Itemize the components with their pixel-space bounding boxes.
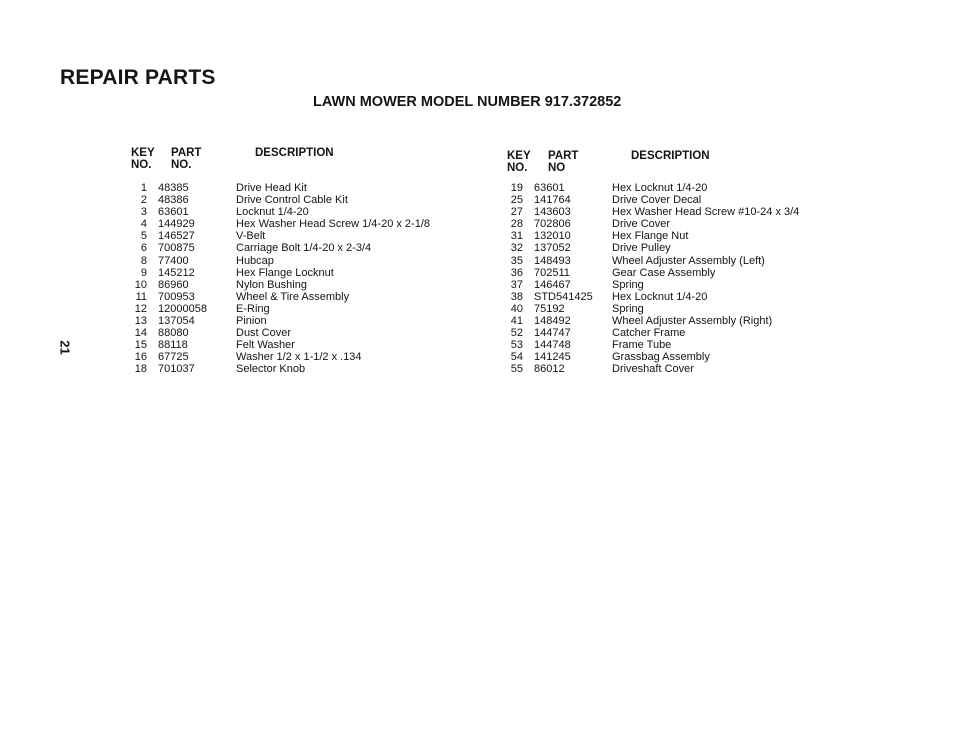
part-number: 63601 xyxy=(534,182,565,194)
key-number: 31 xyxy=(510,230,523,243)
right-part-column xyxy=(534,182,593,376)
part-description: Grassbag Assembly xyxy=(612,351,710,364)
part-description: Hex Locknut 1/4-20 xyxy=(612,182,708,194)
part-description: Carriage Bolt 1/4-20 x 2-3/4 xyxy=(236,242,372,255)
key-number: 10 xyxy=(134,278,147,291)
part-description: Wheel Adjuster Assembly (Left) xyxy=(612,254,765,267)
part-number: 141764 xyxy=(534,194,571,207)
key-number: 53 xyxy=(510,339,523,352)
part-number: 137052 xyxy=(534,242,571,255)
part-number: 86960 xyxy=(158,278,189,291)
part-description: E-Ring xyxy=(236,302,270,315)
part-number: 700953 xyxy=(158,290,195,303)
part-number: 63601 xyxy=(158,206,189,219)
part-description: Hex Washer Head Screw 1/4-20 x 2-1/8 xyxy=(236,218,431,231)
key-number: 15 xyxy=(134,339,147,352)
key-number: 9 xyxy=(140,266,147,279)
part-description: Pinion xyxy=(236,315,267,328)
key-number: 41 xyxy=(510,315,523,328)
part-description: Drive Head Kit xyxy=(236,182,307,194)
part-number: 88080 xyxy=(158,327,189,340)
key-number: 18 xyxy=(134,363,147,376)
right-description-column xyxy=(612,182,799,376)
left-description-column xyxy=(236,182,430,376)
part-description: Drive Pulley xyxy=(612,242,671,255)
part-description: Hex Flange Nut xyxy=(612,230,689,243)
page-number: 21 xyxy=(57,340,73,355)
part-description: Drive Cover Decal xyxy=(612,194,702,207)
part-description: Hex Washer Head Screw #10-24 x 3/4 xyxy=(612,206,800,219)
page-title: REPAIR PARTS xyxy=(60,66,216,89)
model-number-heading: LAWN MOWER MODEL NUMBER 917.372852 xyxy=(313,94,622,110)
key-number: 32 xyxy=(510,242,523,255)
part-number: 148493 xyxy=(534,254,571,267)
part-number: 86012 xyxy=(534,363,565,376)
key-number: 2 xyxy=(140,194,147,207)
part-number: 144929 xyxy=(158,218,195,231)
part-description: Spring xyxy=(612,278,644,291)
right-header-key: KEY NO. xyxy=(507,150,531,174)
key-number: 16 xyxy=(134,351,147,364)
key-number: 54 xyxy=(510,351,523,364)
part-number: 67725 xyxy=(158,351,189,364)
left-key-column xyxy=(110,182,147,376)
part-description: Wheel Adjuster Assembly (Right) xyxy=(612,315,773,328)
part-number: 137054 xyxy=(158,315,195,328)
left-header-key: KEY NO. xyxy=(131,147,155,171)
key-number: 35 xyxy=(510,254,523,267)
part-number: 702511 xyxy=(534,266,570,279)
part-description: Wheel & Tire Assembly xyxy=(236,290,350,303)
left-header-description: DESCRIPTION xyxy=(255,147,334,159)
key-number: 55 xyxy=(510,363,523,376)
part-description: Nylon Bushing xyxy=(236,278,307,291)
key-number: 19 xyxy=(510,182,523,194)
part-number: 141245 xyxy=(534,351,571,364)
part-number: 700875 xyxy=(158,242,195,255)
part-number: 144748 xyxy=(534,339,571,352)
key-number: 27 xyxy=(510,206,523,219)
left-part-column xyxy=(158,182,207,376)
key-number: 13 xyxy=(134,315,147,328)
part-description: Hex Flange Locknut xyxy=(236,266,334,279)
part-description: V-Belt xyxy=(236,230,266,243)
key-number: 40 xyxy=(510,302,523,315)
part-number: 88118 xyxy=(158,339,188,352)
part-description: Catcher Frame xyxy=(612,327,686,340)
key-number: 38 xyxy=(510,290,523,303)
part-number: 145212 xyxy=(158,266,195,279)
key-number: 25 xyxy=(510,194,523,207)
part-number: 12000058 xyxy=(158,302,207,315)
key-number: 4 xyxy=(140,218,147,231)
part-number: 143603 xyxy=(534,206,571,219)
right-header-part: PART NO xyxy=(548,150,579,174)
part-number: 702806 xyxy=(534,218,571,231)
part-number: 77400 xyxy=(158,254,189,267)
part-description: Felt Washer xyxy=(236,339,295,352)
part-description: Driveshaft Cover xyxy=(612,363,694,376)
part-number: 146467 xyxy=(534,278,571,291)
part-number: STD541425 xyxy=(534,290,593,303)
right-header-description: DESCRIPTION xyxy=(631,150,710,162)
part-description: Drive Cover xyxy=(612,218,671,231)
part-number: 132010 xyxy=(534,230,571,243)
part-number: 48386 xyxy=(158,194,189,207)
part-description: Hubcap xyxy=(236,254,274,267)
key-number: 14 xyxy=(134,327,147,340)
part-number: 144747 xyxy=(534,327,571,340)
key-number: 28 xyxy=(510,218,523,231)
key-number: 36 xyxy=(510,266,523,279)
part-description: Spring xyxy=(612,302,644,315)
key-number: 12 xyxy=(134,302,147,315)
key-number: 8 xyxy=(140,254,147,267)
part-number: 75192 xyxy=(534,302,565,315)
part-description: Drive Control Cable Kit xyxy=(236,194,348,207)
key-number: 6 xyxy=(140,242,147,255)
part-description: Selector Knob xyxy=(236,363,306,376)
key-number: 11 xyxy=(135,290,147,303)
key-number: 5 xyxy=(140,230,147,243)
key-number: 3 xyxy=(140,206,147,219)
part-description: Washer 1/2 x 1-1/2 x .134 xyxy=(236,351,362,364)
part-number: 701037 xyxy=(158,363,195,376)
key-number: 1 xyxy=(140,182,147,194)
right-key-column xyxy=(490,182,523,376)
part-description: Gear Case Assembly xyxy=(612,266,716,279)
key-number: 37 xyxy=(510,278,523,291)
key-number: 52 xyxy=(510,327,523,340)
part-description: Frame Tube xyxy=(612,339,672,352)
part-number: 48385 xyxy=(158,182,189,194)
left-header-part: PART NO. xyxy=(171,147,202,171)
part-description: Hex Locknut 1/4-20 xyxy=(612,290,708,303)
part-number: 148492 xyxy=(534,315,571,328)
part-number: 146527 xyxy=(158,230,195,243)
part-description: Dust Cover xyxy=(236,327,292,340)
part-description: Locknut 1/4-20 xyxy=(236,206,309,219)
